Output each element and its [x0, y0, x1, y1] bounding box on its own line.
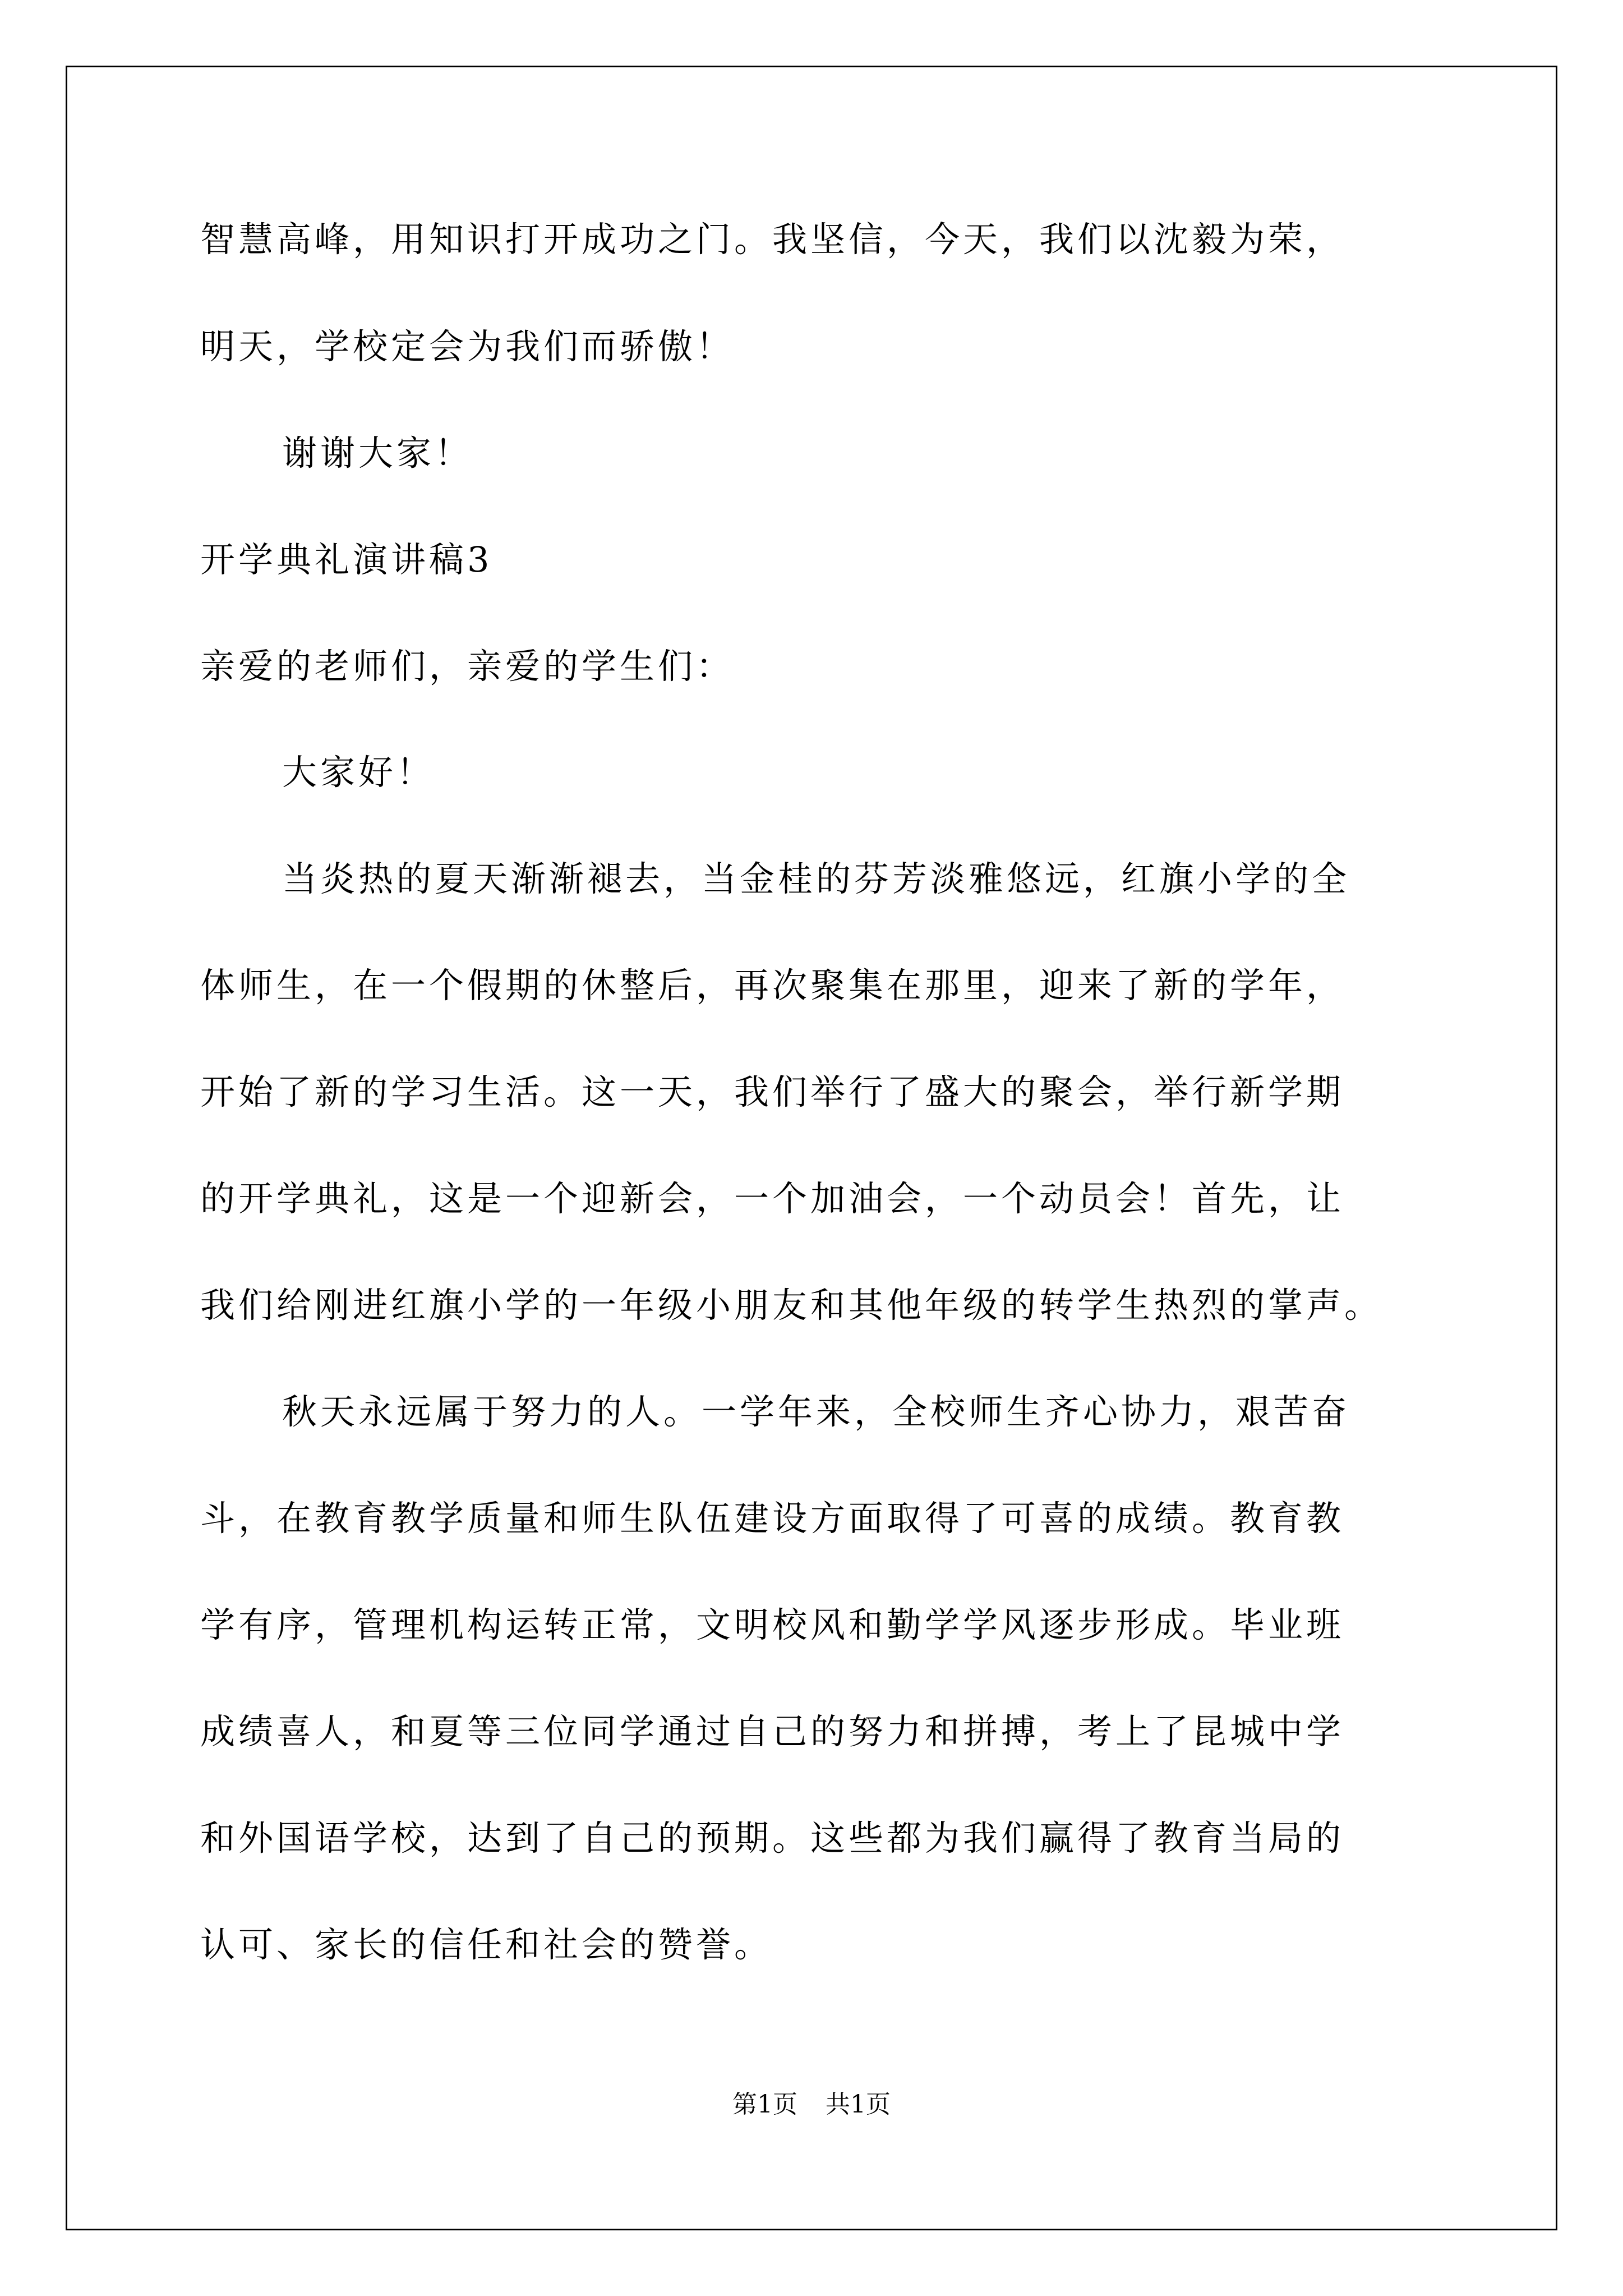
text-line: 大家好！ — [282, 752, 435, 793]
text-line: 体师生，在一个假期的休整后，再次聚集在那里，迎来了新的学年， — [200, 965, 1345, 1006]
section-heading: 开学典礼演讲稿3 — [200, 539, 493, 580]
text-line: 斗，在教育教学质量和师生队伍建设方面取得了可喜的成绩。教育教 — [200, 1498, 1345, 1539]
text-line: 我们给刚进红旗小学的一年级小朋友和其他年级的转学生热烈的掌声。 — [200, 1285, 1383, 1326]
page-total: 共1页 — [826, 2090, 891, 2119]
text-line: 和外国语学校，达到了自己的预期。这些都为我们赢得了教育当局的 — [200, 1818, 1345, 1858]
text-line: 成绩喜人，和夏等三位同学通过自己的努力和拼搏，考上了昆城中学 — [200, 1711, 1345, 1752]
text-line: 智慧高峰，用知识打开成功之门。我坚信，今天，我们以沈毅为荣， — [200, 219, 1345, 260]
page-number: 第1页 — [732, 2090, 797, 2119]
text-line: 当炎热的夏天渐渐褪去，当金桂的芬芳淡雅悠远，红旗小学的全 — [282, 858, 1350, 899]
text-line: 认可、家长的信任和社会的赞誉。 — [200, 1924, 773, 1965]
text-line: 的开学典礼，这是一个迎新会，一个加油会，一个动员会！首先，让 — [200, 1178, 1345, 1219]
text-line: 秋天永远属于努力的人。一学年来，全校师生齐心协力，艰苦奋 — [282, 1391, 1350, 1432]
text-line: 开始了新的学习生活。这一天，我们举行了盛大的聚会，举行新学期 — [200, 1071, 1345, 1112]
page-border — [66, 66, 1557, 2230]
page-footer — [0, 2088, 1623, 2122]
salutation: 亲爱的老师们，亲爱的学生们： — [200, 646, 735, 687]
text-line: 明天，学校定会为我们而骄傲！ — [200, 326, 735, 367]
text-line: 谢谢大家！ — [282, 432, 473, 473]
text-line: 学有序，管理机构运转正常，文明校风和勤学学风逐步形成。毕业班 — [200, 1604, 1345, 1645]
